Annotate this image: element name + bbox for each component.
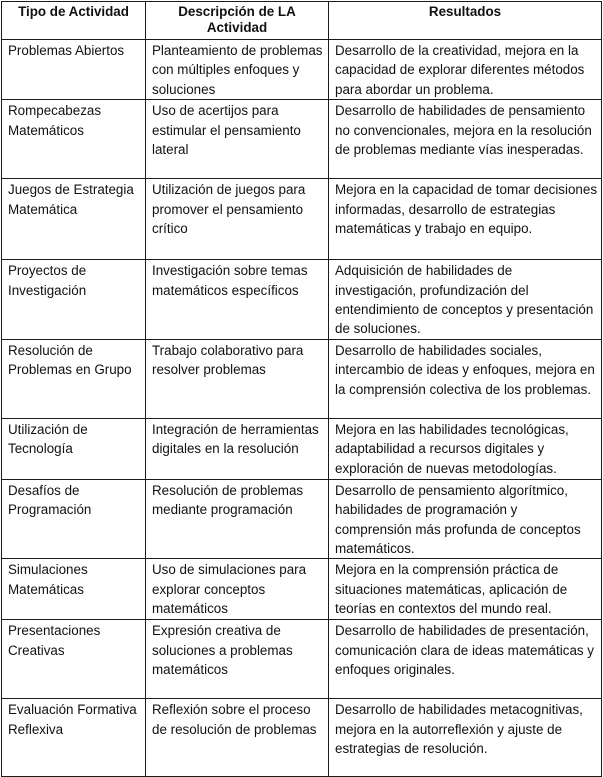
cell-tipo: Juegos de Estrategia Matemática bbox=[2, 179, 146, 260]
cell-resultados: Desarrollo de pensamiento algorítmico, habilidades de programación y comprensión más profunda de conceptos matemáticos. bbox=[329, 479, 602, 559]
cell-tipo: Utilización de Tecnología bbox=[2, 418, 146, 479]
cell-tipo: Resolución de Problemas en Grupo bbox=[2, 339, 146, 418]
table-row bbox=[2, 699, 602, 777]
activities-table bbox=[1, 1, 602, 777]
cell-resultados: Desarrollo de habilidades sociales, intercambio de ideas y enfoques, mejora en la comprensión colectiva de los problemas. bbox=[329, 339, 602, 418]
cell-tipo: Simulaciones Matemáticas bbox=[2, 559, 146, 620]
header-descripcion: Descripción de LA Actividad bbox=[146, 2, 329, 40]
table-row bbox=[2, 40, 602, 100]
header-resultados: Resultados bbox=[329, 2, 602, 40]
table-head bbox=[2, 2, 602, 40]
cell-descripcion: Trabajo colaborativo para resolver problemas bbox=[146, 339, 329, 418]
cell-resultados: Desarrollo de habilidades metacognitivas, mejora en la autorreflexión y ajuste de estrategias de resolución. bbox=[329, 699, 602, 777]
header-row bbox=[2, 2, 602, 40]
table-body bbox=[2, 40, 602, 777]
table-row bbox=[2, 100, 602, 179]
table-row bbox=[2, 339, 602, 418]
cell-descripcion: Expresión creativa de soluciones a problemas matemáticos bbox=[146, 620, 329, 699]
cell-descripcion: Uso de acertijos para estimular el pensamiento lateral bbox=[146, 100, 329, 179]
cell-resultados: Desarrollo de la creatividad, mejora en la capacidad de explorar diferentes métodos para abordar un problema. bbox=[329, 40, 602, 100]
cell-tipo: Desafíos de Programación bbox=[2, 479, 146, 559]
table-row bbox=[2, 179, 602, 260]
cell-tipo: Problemas Abiertos bbox=[2, 40, 146, 100]
table-row bbox=[2, 479, 602, 559]
cell-resultados: Desarrollo de habilidades de pensamiento no convencionales, mejora en la resolución de problemas mediante vías inesperadas. bbox=[329, 100, 602, 179]
cell-resultados: Desarrollo de habilidades de presentación, comunicación clara de ideas matemáticas y enfoques originales. bbox=[329, 620, 602, 699]
cell-descripcion: Uso de simulaciones para explorar conceptos matemáticos bbox=[146, 559, 329, 620]
cell-resultados: Mejora en la capacidad de tomar decisiones informadas, desarrollo de estrategias matemáticas y trabajo en equipo. bbox=[329, 179, 602, 260]
cell-descripcion: Planteamiento de problemas con múltiples enfoques y soluciones bbox=[146, 40, 329, 100]
cell-tipo: Presentaciones Creativas bbox=[2, 620, 146, 699]
cell-resultados: Adquisición de habilidades de investigación, profundización del entendimiento de conceptos y presentación de soluciones. bbox=[329, 260, 602, 340]
table-row bbox=[2, 559, 602, 620]
cell-descripcion: Utilización de juegos para promover el pensamiento crítico bbox=[146, 179, 329, 260]
cell-resultados: Mejora en las habilidades tecnológicas, adaptabilidad a recursos digitales y exploración de nuevas metodologías. bbox=[329, 418, 602, 479]
header-tipo: Tipo de Actividad bbox=[2, 2, 146, 40]
cell-descripcion: Investigación sobre temas matemáticos específicos bbox=[146, 260, 329, 340]
cell-descripcion: Integración de herramientas digitales en la resolución bbox=[146, 418, 329, 479]
table-row bbox=[2, 260, 602, 340]
cell-tipo: Proyectos de Investigación bbox=[2, 260, 146, 340]
table-row bbox=[2, 620, 602, 699]
table-row bbox=[2, 418, 602, 479]
cell-tipo: Rompecabezas Matemáticos bbox=[2, 100, 146, 179]
cell-tipo: Evaluación Formativa Reflexiva bbox=[2, 699, 146, 777]
cell-resultados: Mejora en la comprensión práctica de situaciones matemáticas, aplicación de teorías en contextos del mundo real. bbox=[329, 559, 602, 620]
cell-descripcion: Reflexión sobre el proceso de resolución de problemas bbox=[146, 699, 329, 777]
cell-descripcion: Resolución de problemas mediante programación bbox=[146, 479, 329, 559]
